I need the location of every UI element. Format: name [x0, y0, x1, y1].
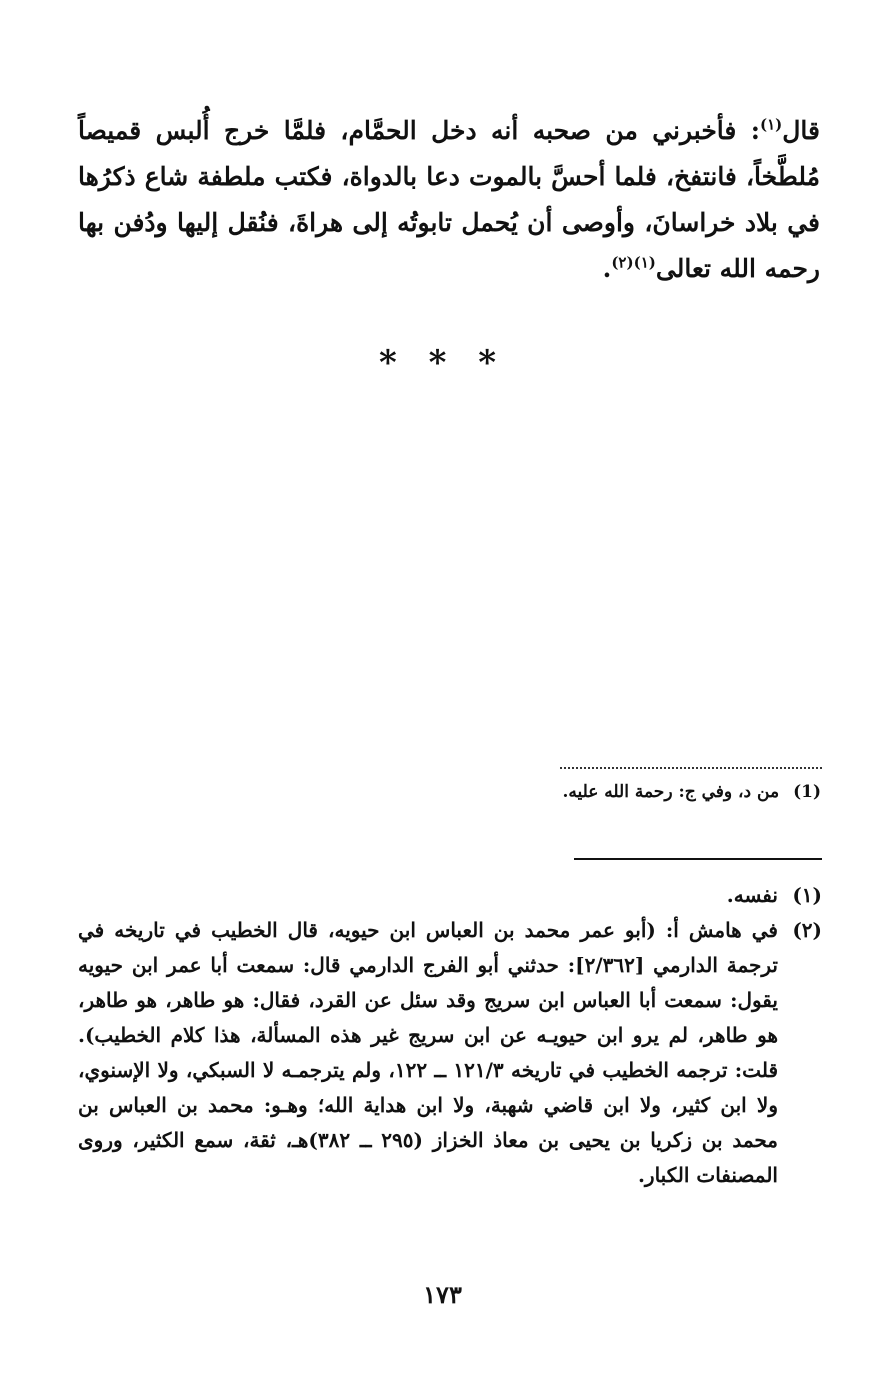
section-separator-asterisks: * * *	[378, 343, 506, 383]
footnote-2-number: (٢)	[792, 918, 822, 942]
footnotes-block	[78, 878, 822, 1193]
footnote-1-number: (١)	[792, 883, 822, 907]
variant-note	[562, 782, 821, 802]
main-paragraph	[78, 108, 820, 292]
footnote-reference-2: (٢)	[611, 253, 634, 272]
variant-note-reference: (١)	[633, 253, 656, 272]
footnote-2-text: في هامش أ: (أبو عمر محمد بن العباس ابن حيويه، قال الخطيب في تاريخه في ترجمة الدارمي [٢/٣٦٢]: حدثني أبو الفرج الدارمي قال: سمعت أبا عمر ابن حيويه يقول: سمعت أبا العباس ابن سريج وقد سئل عن القرد، فقال: هو طاهر، هو طاهر، هو طاهر، لم يرو ابن حيويـه عن ابن سريج غير هذه المسألة، هذا كلام الخطيب). قلت: ترجمه الخطيب في تاريخه ١٢١/٣ ــ ١٢٢، ولم يترجمـه لا السبكي، ولا الإسنوي، ولا ابن كثير، ولا ابن قاضي شهبة، ولا ابن هداية الله؛ وهـو: محمد بن العباس بن محمد بن زكريا بن يحيى بن معاذ الخزاز (٢٩٥ ــ ٣٨٢)هـ، ثقة، سمع الكثير، وروى المصنفات الكبار.	[78, 918, 779, 1187]
main-text-block	[78, 108, 820, 292]
variant-note-number: (1)	[793, 782, 821, 802]
variant-note-divider	[560, 767, 822, 769]
main-paragraph-end: .	[602, 254, 612, 283]
footnote-1	[78, 878, 822, 913]
main-paragraph-start: قال	[782, 116, 820, 145]
footnote-1-text: نفسه.	[726, 883, 778, 907]
page-number: ١٧٣	[423, 1280, 462, 1309]
footnote-reference-1: (١)	[759, 115, 783, 134]
main-paragraph-body: : فأخبرني من صحبه أنه دخل الحمَّام، فلمَّا خرج أُلبس قميصاً مُلطَّخاً، فانتفخ، فلما أحسَّ بالموت دعا بالدواة، فكتب ملطفة شاع ذكرُها في بلاد خراسانَ، وأوصى أن يُحمل تابوتُه إلى هراةَ، فنُقل إليها ودُفن بها رحمه الله تعالى	[78, 116, 820, 283]
footnote-2	[78, 913, 822, 1193]
variant-note-text: من د، وفي ج: رحمة الله عليه.	[562, 782, 780, 802]
footnotes-divider	[574, 858, 822, 860]
